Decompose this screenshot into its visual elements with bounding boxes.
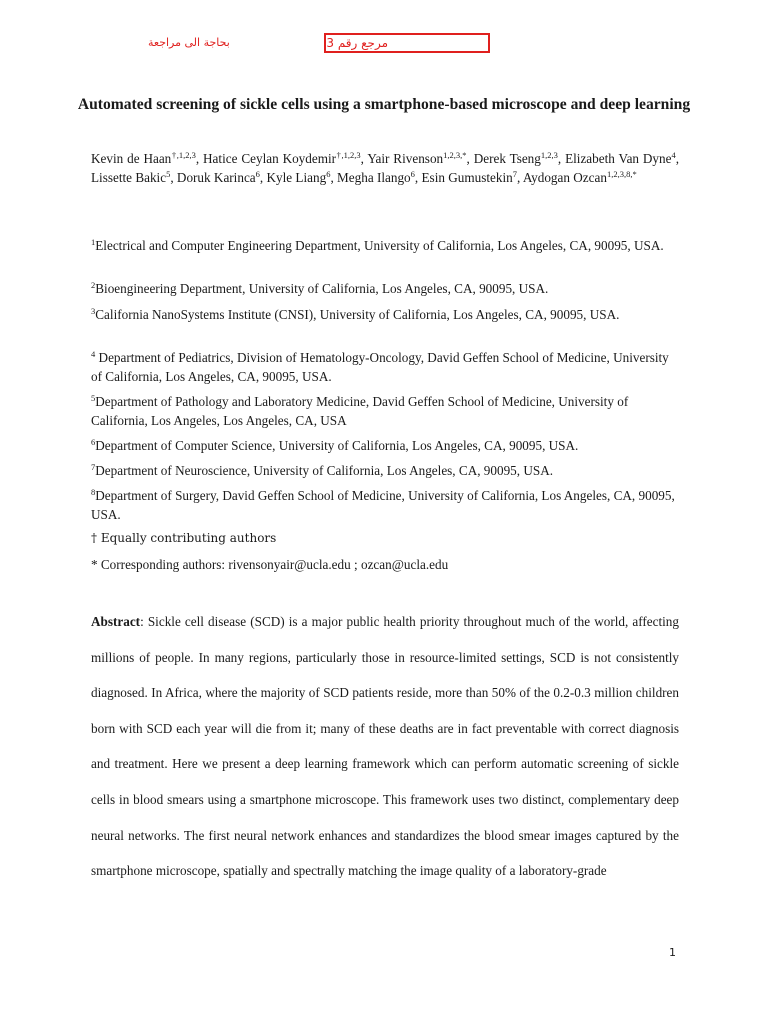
author bbox=[474, 151, 558, 166]
author-affiliation-marks: 6 bbox=[326, 169, 331, 179]
author bbox=[367, 151, 466, 166]
author bbox=[203, 151, 361, 166]
affiliation-number: 3 bbox=[91, 306, 96, 316]
affiliation-text: Electrical and Computer Engineering Department, University of California, Los Angeles, CA, 90095, USA. bbox=[95, 238, 664, 253]
affiliation-number: 5 bbox=[91, 393, 96, 403]
author-name: Hatice Ceylan Koydemir bbox=[203, 151, 337, 166]
author-name: Derek Tseng bbox=[473, 151, 541, 166]
affiliation-number: 2 bbox=[91, 280, 96, 290]
affiliation-text: Department of Pediatrics, Division of Hematology-Oncology, David Geffen School of Medicine, University of California, Los Angeles, CA, 90095, USA. bbox=[91, 350, 669, 384]
author bbox=[523, 170, 637, 185]
author-affiliation-marks: 5 bbox=[166, 169, 171, 179]
affiliation-1 bbox=[91, 236, 681, 255]
affiliation-number: 4 bbox=[91, 349, 96, 359]
handwritten-review-note: بحاجة الى مراجعة bbox=[148, 36, 230, 49]
author bbox=[337, 170, 415, 185]
affiliation-number: 7 bbox=[91, 462, 96, 472]
abstract-label: Abstract bbox=[91, 614, 141, 629]
author-affiliation-marks: †,1,2,3 bbox=[171, 150, 196, 160]
author-name: Esin Gumustekin bbox=[421, 170, 513, 185]
author-affiliation-marks: 1,2,3,8,* bbox=[606, 169, 637, 179]
paper-title: Automated screening of sickle cells using a smartphone-based microscope and deep learning bbox=[77, 96, 691, 113]
author-name: Yair Rivenson bbox=[367, 151, 444, 166]
author-name: Doruk Karinca bbox=[176, 170, 256, 185]
page-number: 1 bbox=[669, 946, 676, 959]
abstract-text: : Sickle cell disease (SCD) is a major public health priority throughout much of the world, affecting millions of people. In many regions, particularly those in resource-limited settings, SCD is not consistently diagnosed. In Africa, where the majority of SCD patients reside, more than 50% of the 0.2-0.3 million children born with SCD each year will die from it; many of these deaths are in fact preventable with correct diagnosis and treatment. Here we present a deep learning framework which can perform automatic screening of sickle cells in blood smears using a smartphone microscope. This framework uses two distinct, complementary deep neural networks. The first neural network enhances and standardizes the blood smear images captured by the smartphone microscope, spatially and spectrally matching the image quality of a laboratory-grade bbox=[91, 614, 679, 879]
affiliation-4 bbox=[91, 348, 681, 386]
equal-contribution-note: † Equally contributing authors bbox=[91, 531, 277, 545]
author-affiliation-marks: †,1,2,3 bbox=[336, 150, 361, 160]
author-affiliation-marks: 6 bbox=[255, 169, 260, 179]
author-name: Megha Ilango bbox=[337, 170, 411, 185]
author-affiliation-marks: 1,2,3,* bbox=[443, 150, 467, 160]
author bbox=[177, 170, 260, 185]
affiliation-number: 8 bbox=[91, 487, 96, 497]
author-affiliation-marks: 7 bbox=[512, 169, 517, 179]
affiliation-text: California NanoSystems Institute (CNSI), University of California, Los Angeles, CA, 90095, USA. bbox=[95, 307, 620, 322]
author-name: Kevin de Haan bbox=[91, 151, 172, 166]
abstract bbox=[91, 604, 679, 889]
affiliation-number: 1 bbox=[91, 237, 96, 247]
author-affiliation-marks: 4 bbox=[671, 150, 676, 160]
author-name: Elizabeth Van Dyne bbox=[565, 151, 672, 166]
corresponding-authors: * Corresponding authors: rivensonyair@ucla.edu ; ozcan@ucla.edu bbox=[91, 557, 449, 572]
affiliation-text: Department of Neuroscience, University of California, Los Angeles, CA, 90095, USA. bbox=[95, 463, 554, 478]
author bbox=[267, 170, 331, 185]
author-list: Kevin de Haan$^{\dagger,1,2,3}$, Hatice Ceylan Koydemir$^{\dagger,1,2,3}$, Yair Rivenson$^{1,2,3,*}$, Derek Tseng$^{1,2,3}$, Elizabeth Van Dyne$^4$, Lissette Bakic$^5$, Doruk Karinca$^6$, Kyle Liang$^6$, Megha Ilango$^6$, Esin Gumustekin$^7$, Aydogan Ozcan$^{1,2,3,8,*}$ bbox=[91, 150, 680, 185]
affiliation-number: 6 bbox=[91, 437, 96, 447]
reference-number-box: مرجع رقم 3 bbox=[324, 33, 490, 53]
affiliation-text: Department of Surgery, David Geffen School of Medicine, University of California, Los Angeles, CA, 90095, USA. bbox=[91, 488, 675, 522]
affiliation-2 bbox=[91, 279, 681, 298]
author bbox=[91, 151, 196, 166]
affiliation-text: Bioengineering Department, University of California, Los Angeles, CA, 90095, USA. bbox=[95, 281, 549, 296]
author-affiliation-marks: 6 bbox=[410, 169, 415, 179]
author bbox=[422, 170, 517, 185]
affiliation-5 bbox=[91, 392, 681, 430]
affiliation-text: Department of Computer Science, University of California, Los Angeles, CA, 90095, USA. bbox=[95, 438, 579, 453]
affiliation-text: Department of Pathology and Laboratory Medicine, David Geffen School of Medicine, University of California, Los Angeles, Los Angeles, CA, USA bbox=[91, 394, 629, 428]
affiliation-8 bbox=[91, 486, 681, 524]
author-affiliation-marks: 1,2,3 bbox=[540, 150, 558, 160]
author-name: Kyle Liang bbox=[266, 170, 327, 185]
affiliation-6 bbox=[91, 436, 681, 455]
affiliation-3 bbox=[91, 305, 681, 324]
author-name: Lissette Bakic bbox=[91, 170, 167, 185]
affiliation-7 bbox=[91, 461, 681, 480]
author-name: Aydogan Ozcan bbox=[522, 170, 607, 185]
author bbox=[91, 170, 170, 185]
author bbox=[565, 151, 676, 166]
